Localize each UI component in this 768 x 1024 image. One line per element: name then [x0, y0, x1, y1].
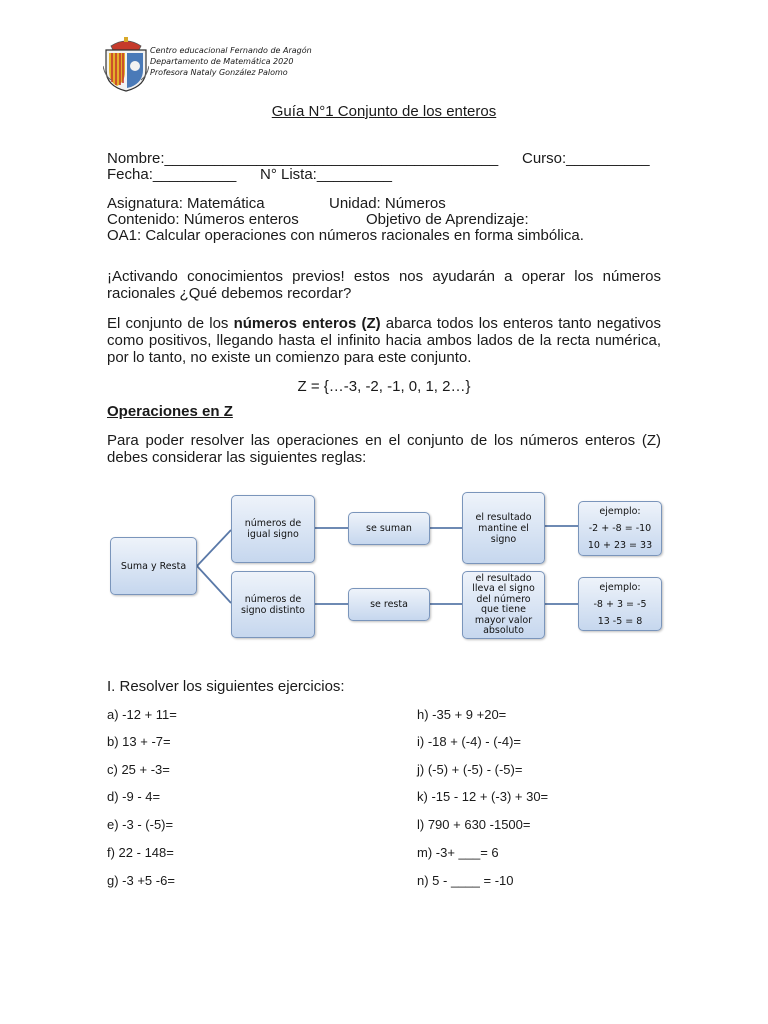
set-notation: Z = {…-3, -2, -1, 0, 1, 2…}: [297, 378, 471, 395]
intro-paragraph: ¡Activando conocimientos previos! estos nos ayudarán a operar los números racionales ¿Qué debemos recordar?: [107, 268, 661, 302]
school-name: Centro educacional Fernando de Aragón: [150, 46, 312, 55]
exercise-item: m) -3+ ___= 6: [417, 845, 499, 860]
condition-same-sign: números de igual signo: [231, 495, 315, 563]
exercises-heading: I. Resolver los siguientes ejercicios:: [107, 678, 345, 695]
section-title: Operaciones en Z: [107, 403, 233, 420]
result-keep-sign: el resultado mantine el signo: [462, 492, 545, 564]
exercise-item: d) -9 - 4=: [107, 789, 161, 804]
page-title: Guía N°1 Conjunto de los enteros: [271, 103, 497, 120]
exercise-item: n) 5 - ____ = -10: [417, 873, 514, 888]
action-subtract: se resta: [348, 588, 430, 621]
school-crest-logo: [103, 36, 149, 92]
lista-field[interactable]: N° Lista:_________: [260, 166, 392, 183]
exercise-item: a) -12 + 11=: [107, 707, 177, 722]
exercise-item: i) -18 + (-4) - (-4)=: [417, 734, 522, 749]
condition-different-sign: números de signo distinto: [231, 571, 315, 638]
school-header: [150, 45, 312, 78]
example-different-sign: ejemplo: -8 + 3 = -5 13 -5 = 8: [578, 577, 662, 631]
exercise-item: k) -15 - 12 + (-3) + 30=: [417, 789, 549, 804]
rules-paragraph: Para poder resolver las operaciones en el conjunto de los números enteros (Z) debes considerar las siguientes reglas:: [107, 432, 661, 466]
fecha-field[interactable]: Fecha:__________: [107, 166, 237, 183]
contenido: Contenido: Números enteros: [107, 211, 299, 228]
definition-paragraph: El conjunto de los números enteros (Z) abarca todos los enteros tanto negativos como positivos, llegando hasta el infinito hacia ambos lados de la recta numérica, por lo tanto, no existe un comienzo para este conjunto.: [107, 315, 661, 366]
exercise-item: h) -35 + 9 +20=: [417, 707, 507, 722]
objetivo: Objetivo de Aprendizaje:: [366, 211, 529, 228]
department: Departamento de Matemática 2020: [150, 57, 294, 66]
asignatura: Asignatura: Matemática: [107, 195, 265, 212]
action-add: se suman: [348, 512, 430, 545]
root-node: Suma y Resta: [110, 537, 197, 595]
exercise-item: b) 13 + -7=: [107, 734, 171, 749]
result-larger-abs-sign: el resultado lleva el signo del número que tiene mayor valor absoluto: [462, 571, 545, 639]
curso-field[interactable]: Curso:__________: [522, 150, 650, 167]
exercise-item: j) (-5) + (-5) - (-5)=: [417, 762, 523, 777]
teacher-name: Profesora Nataly González Palomo: [150, 68, 288, 77]
exercise-item: e) -3 - (-5)=: [107, 817, 174, 832]
exercise-item: c) 25 + -3=: [107, 762, 170, 777]
highlight-term: números enteros (Z): [233, 315, 381, 332]
exercise-item: l) 790 + 630 -1500=: [417, 817, 531, 832]
example-same-sign: ejemplo: -2 + -8 = -10 10 + 23 = 33: [578, 501, 662, 556]
nombre-field[interactable]: Nombre:________________________________________: [107, 150, 499, 167]
exercise-item: g) -3 +5 -6=: [107, 873, 175, 888]
oa1: OA1: Calcular operaciones con números racionales en forma simbólica.: [107, 227, 584, 244]
exercise-item: f) 22 - 148=: [107, 845, 174, 860]
unidad: Unidad: Números: [329, 195, 446, 212]
